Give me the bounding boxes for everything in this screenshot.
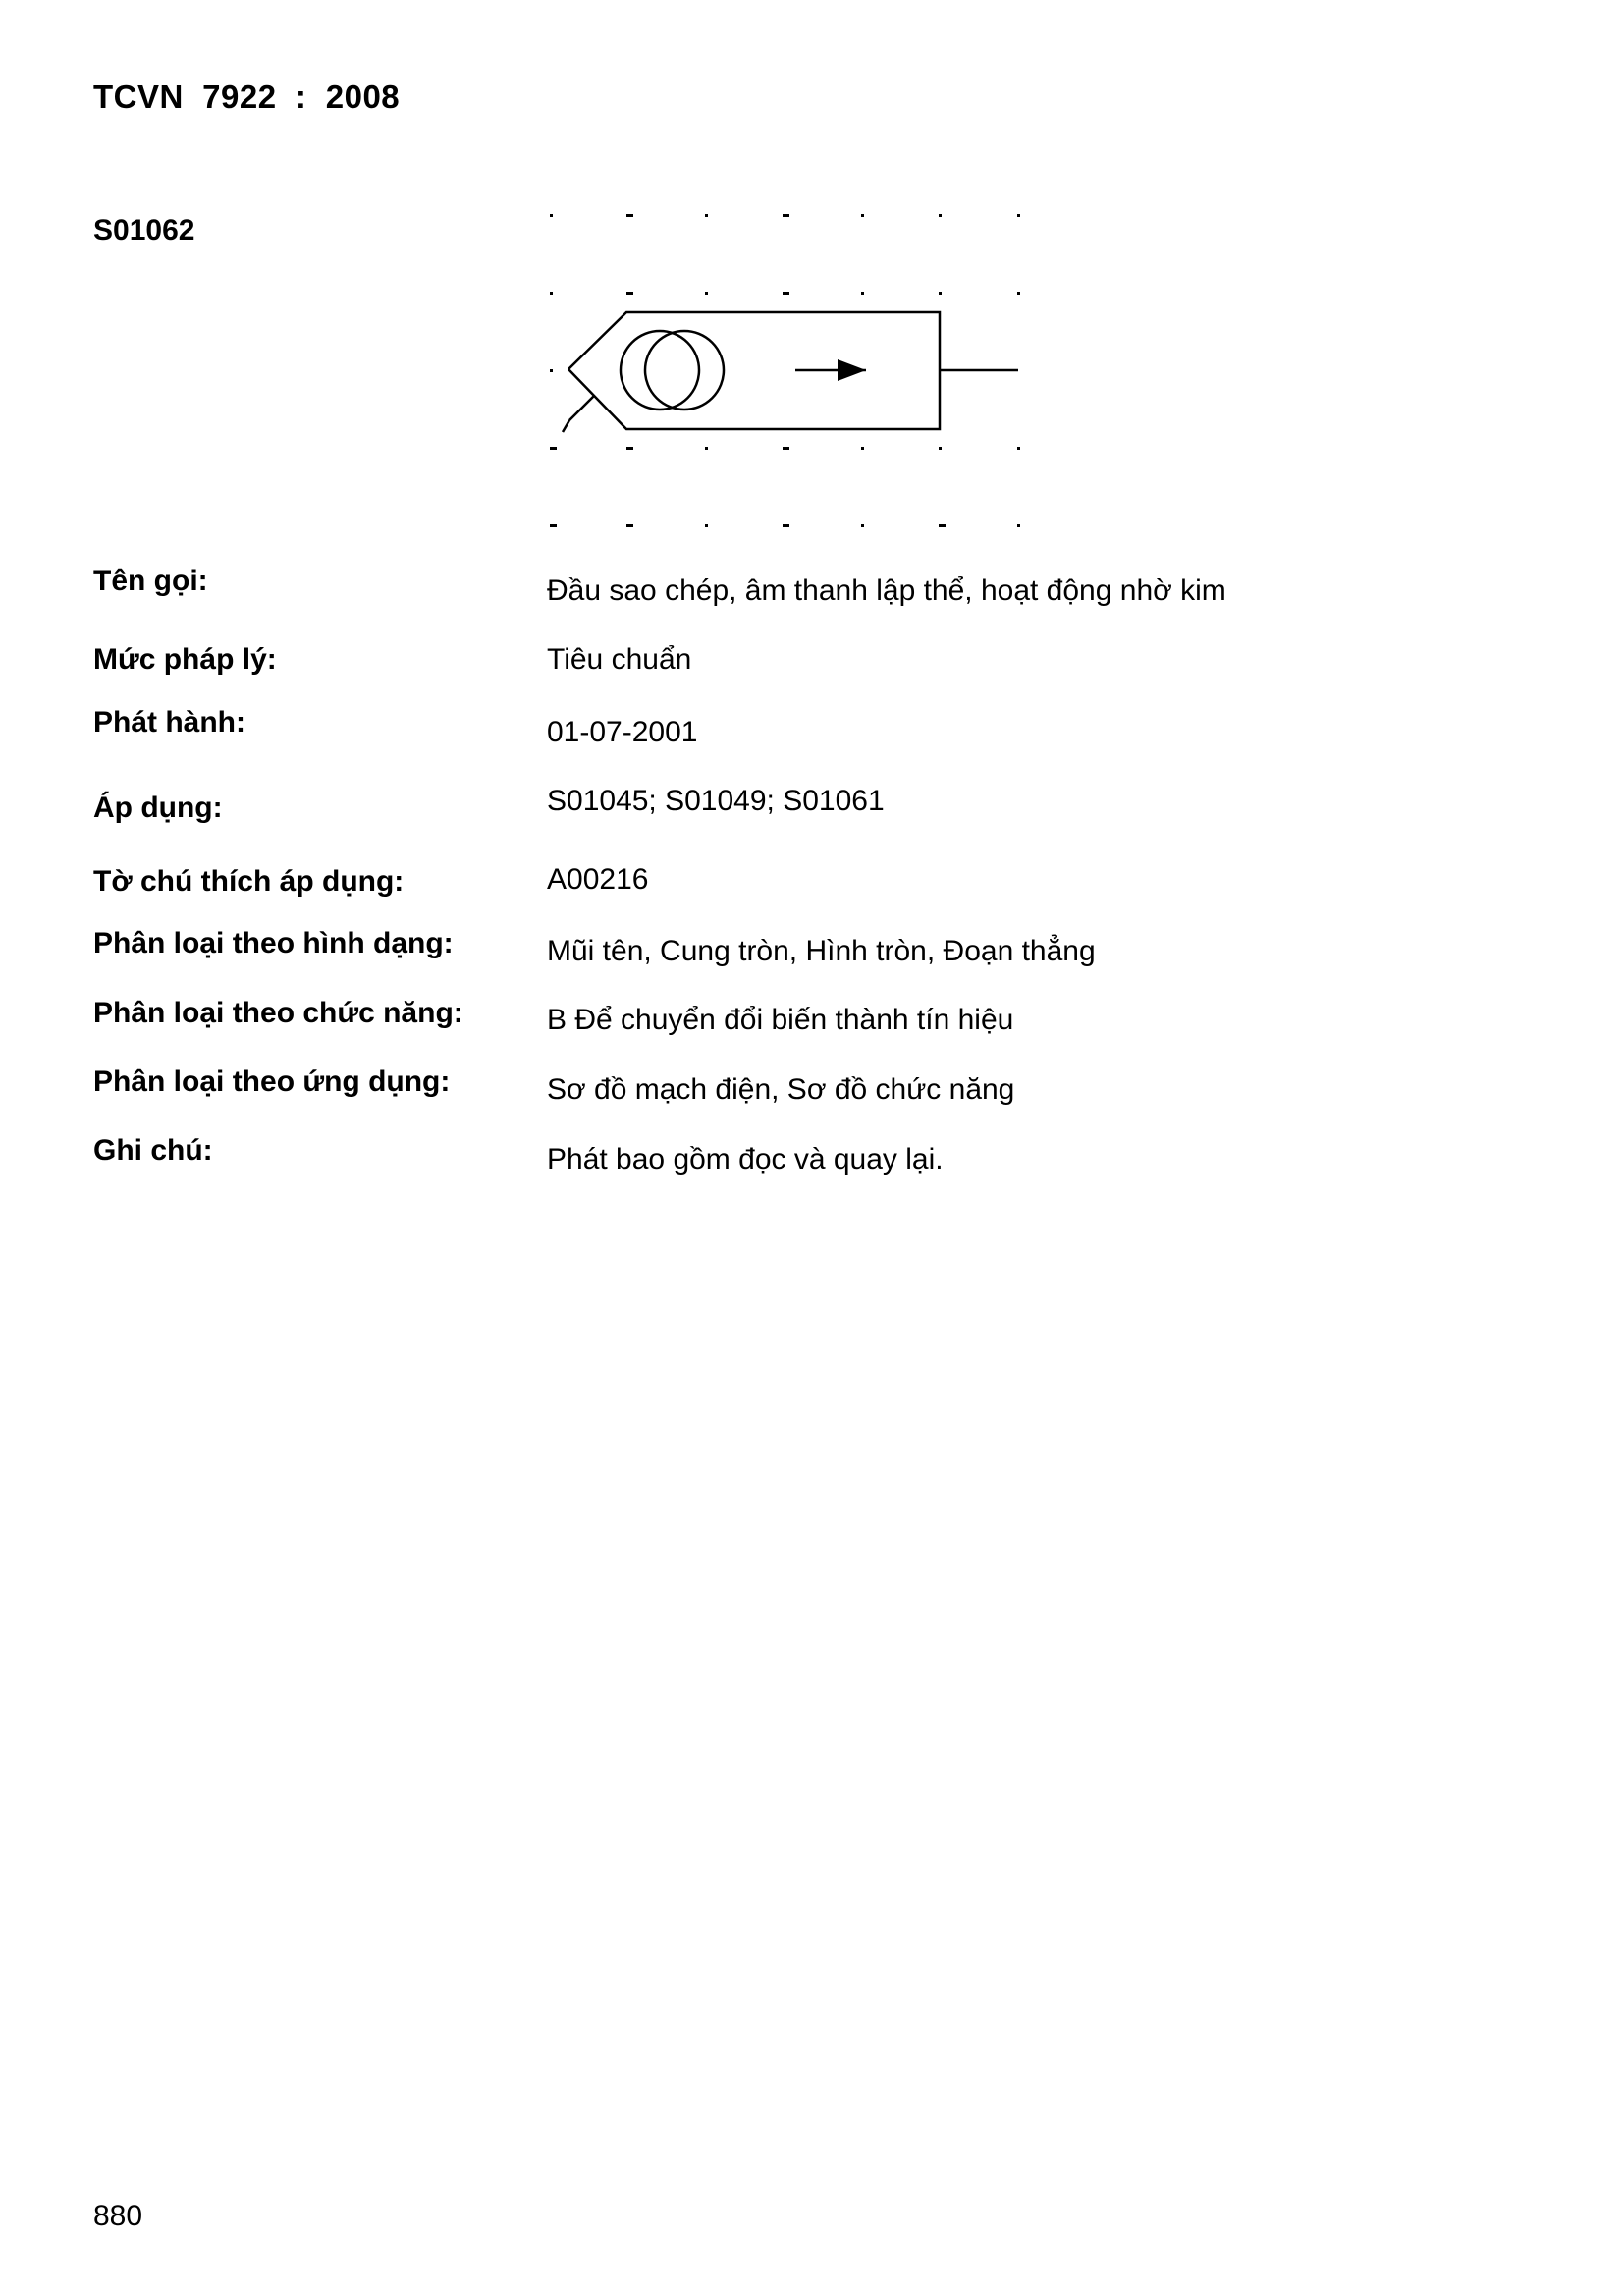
field-value-phat-hanh: 01-07-2001 xyxy=(547,716,698,748)
arrow-head xyxy=(838,359,866,381)
field-label-to-chu-thich: Tờ chú thích áp dụng: xyxy=(93,865,405,898)
field-label-muc-phap-ly: Mức pháp lý: xyxy=(93,643,277,676)
field-label-ten-goi: Tên gọi: xyxy=(93,565,208,597)
field-label-phat-hanh: Phát hành: xyxy=(93,706,245,738)
pickup-body xyxy=(563,312,1018,432)
symbol-code: S01062 xyxy=(93,214,195,246)
field-value-to-chu-thich: A00216 xyxy=(547,863,649,896)
field-label-phan-loai-ung-dung: Phân loại theo ứng dụng: xyxy=(93,1066,451,1098)
field-value-phan-loai-ung-dung: Sơ đồ mạch điện, Sơ đồ chức năng xyxy=(547,1073,1015,1106)
field-label-phan-loai-hinh-dang: Phân loại theo hình dạng: xyxy=(93,927,454,959)
field-value-ten-goi: Đầu sao chép, âm thanh lập thể, hoạt động nhờ kim xyxy=(547,574,1226,607)
field-value-ghi-chu: Phát bao gồm đọc và quay lại. xyxy=(547,1143,944,1175)
field-label-ap-dung: Áp dụng: xyxy=(93,792,223,824)
field-label-ghi-chu: Ghi chú: xyxy=(93,1134,213,1167)
field-value-ap-dung: S01045; S01049; S01061 xyxy=(547,785,885,817)
field-value-phan-loai-hinh-dang: Mũi tên, Cung tròn, Hình tròn, Đoạn thẳng xyxy=(547,935,1096,967)
field-label-phan-loai-chuc-nang: Phân loại theo chức năng: xyxy=(93,997,463,1029)
field-value-phan-loai-chuc-nang: B Để chuyển đổi biến thành tín hiệu xyxy=(547,1004,1014,1036)
document-header-title: TCVN 7922 : 2008 xyxy=(93,79,401,115)
stereo-stylus-pickup-symbol-icon xyxy=(530,196,1041,540)
page-number: 880 xyxy=(93,2200,143,2232)
field-value-muc-phap-ly: Tiêu chuẩn xyxy=(547,643,692,676)
